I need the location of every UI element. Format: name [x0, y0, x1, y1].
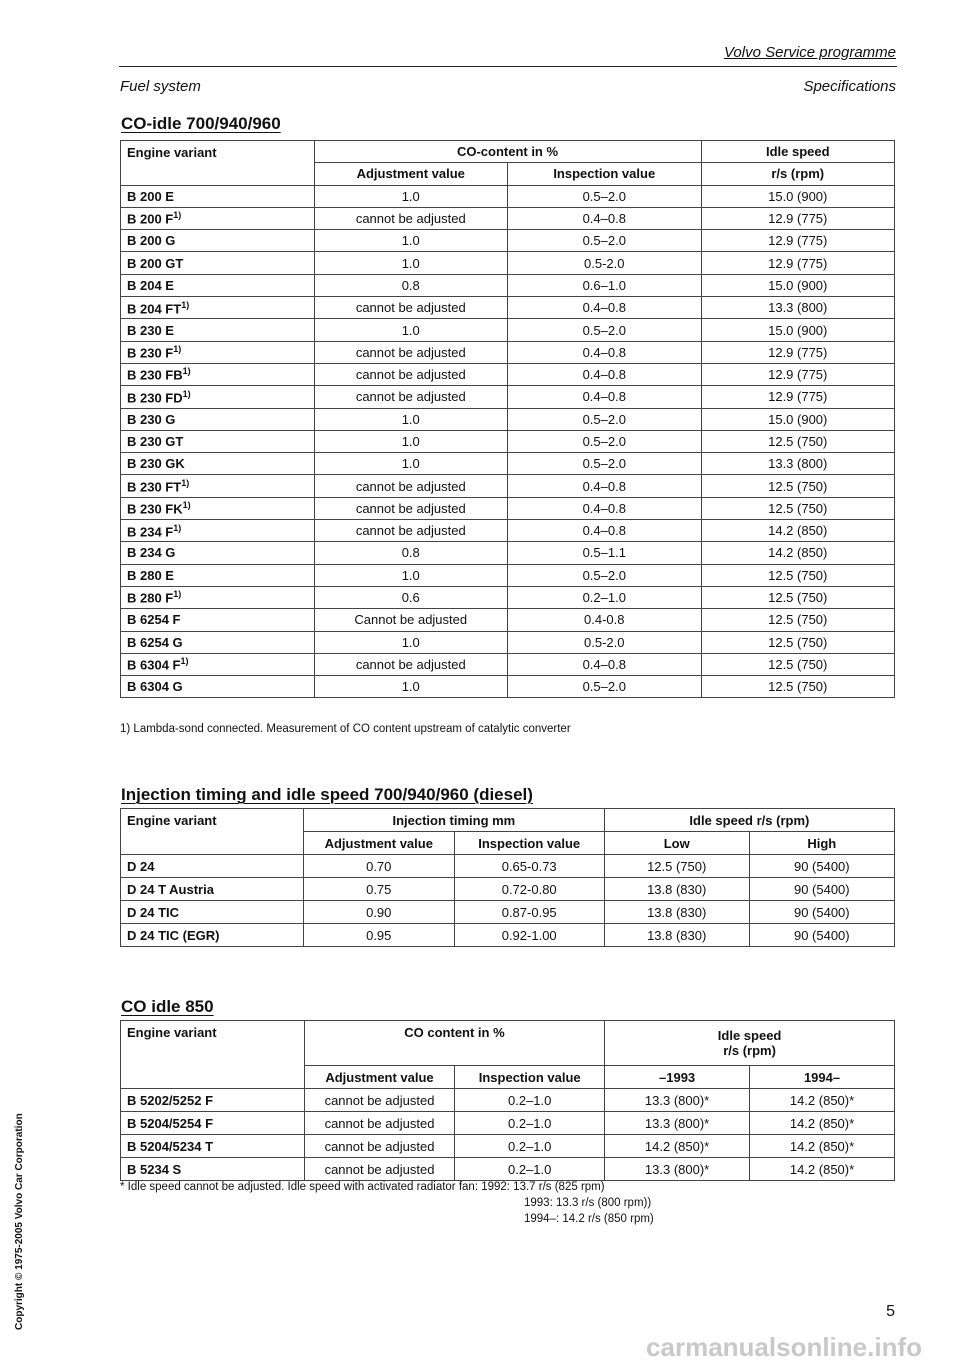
adjustment-value-cell: cannot be adjusted — [314, 520, 508, 542]
table-row — [121, 430, 895, 452]
engine-variant-cell: B 5234 S — [121, 1158, 305, 1181]
idle-low-cell: 12.5 (750) — [604, 855, 749, 878]
engine-variant-label: B 6304 F — [127, 657, 181, 673]
inspection-value-cell: 0.5–2.0 — [508, 230, 702, 252]
idle-low-cell: 13.8 (830) — [604, 901, 749, 924]
adjustment-value-cell: 0.8 — [314, 542, 508, 564]
co-idle-700-title: CO-idle 700/940/960 — [121, 114, 281, 133]
idle-from-1994-cell: 14.2 (850)* — [750, 1135, 895, 1158]
col-idle-speed: Idle speed — [701, 141, 895, 163]
footnote-ref: 1) — [181, 477, 190, 488]
adjustment-value-cell: 0.75 — [303, 878, 454, 901]
table-row — [121, 631, 895, 653]
inspection-value-cell: 0.5–2.0 — [508, 676, 702, 698]
table-row — [121, 274, 895, 296]
engine-variant-label: B 230 F — [127, 345, 174, 361]
injection-title: Injection timing and idle speed 700/940/960 (diesel) — [121, 785, 533, 804]
col-engine-variant: Engine variant — [121, 809, 304, 855]
inspection-value-cell: 0.5–2.0 — [508, 564, 702, 586]
engine-variant-label: B 200 G — [127, 233, 176, 249]
engine-variant-label: B 6254 F — [127, 612, 181, 628]
table-header-row — [121, 141, 895, 163]
inspection-value-cell: 0.4–0.8 — [508, 520, 702, 542]
engine-variant-cell — [121, 497, 315, 519]
adjustment-value-cell: 0.8 — [314, 274, 508, 296]
table-row — [121, 855, 895, 878]
inspection-value-cell: 0.72-0.80 — [454, 878, 604, 901]
table-row — [121, 475, 895, 497]
adjustment-value-cell: cannot be adjusted — [314, 497, 508, 519]
inspection-value-cell: 0.6–1.0 — [508, 274, 702, 296]
engine-variant-cell — [121, 341, 315, 363]
inspection-value-cell: 0.5-2.0 — [508, 252, 702, 274]
engine-variant-cell — [121, 274, 315, 296]
col-idle-speed: Idle speed r/s (rpm) — [604, 809, 894, 832]
inspection-value-cell: 0.4-0.8 — [508, 609, 702, 631]
inspection-value-cell: 0.2–1.0 — [455, 1158, 605, 1181]
table-row — [121, 386, 895, 408]
inspection-value-cell: 0.5–2.0 — [508, 453, 702, 475]
table-row — [121, 878, 895, 901]
table-row — [121, 408, 895, 430]
inspection-value-cell: 0.4–0.8 — [508, 363, 702, 385]
table-row — [121, 319, 895, 341]
idle-speed-label: Idle speed — [717, 1028, 782, 1043]
adjustment-value-cell: cannot be adjusted — [314, 341, 508, 363]
inspection-value-cell: 0.5-2.0 — [508, 631, 702, 653]
engine-variant-cell: B 5204/5254 F — [121, 1112, 305, 1135]
footnote-ref: 1) — [180, 656, 189, 667]
footnote-ref: 1) — [173, 589, 182, 600]
table-row — [121, 453, 895, 475]
inspection-value-cell: 0.65-0.73 — [454, 855, 604, 878]
idle-speed-cell: 12.5 (750) — [701, 497, 895, 519]
engine-variant-label: B 230 E — [127, 322, 174, 338]
table-row — [121, 609, 895, 631]
adjustment-value-cell: cannot be adjusted — [304, 1089, 454, 1112]
inspection-value-cell: 0.87-0.95 — [454, 901, 604, 924]
idle-high-cell: 90 (5400) — [749, 901, 894, 924]
footnote-ref: 1) — [182, 500, 191, 511]
idle-speed-cell: 12.9 (775) — [701, 230, 895, 252]
adjustment-value-cell: 1.0 — [314, 185, 508, 207]
idle-speed-cell: 12.5 (750) — [701, 631, 895, 653]
idle-speed-cell: 12.5 (750) — [701, 564, 895, 586]
engine-variant-label: B 280 F — [127, 590, 174, 606]
engine-variant-label: B 230 FB — [127, 367, 183, 383]
adjustment-value-cell: cannot be adjusted — [304, 1112, 454, 1135]
idle-low-cell: 13.8 (830) — [604, 878, 749, 901]
engine-variant-label: B 200 F — [127, 211, 174, 227]
engine-variant-cell — [121, 408, 315, 430]
idle-speed-cell: 14.2 (850) — [701, 542, 895, 564]
inspection-value-cell: 0.5–2.0 — [508, 430, 702, 452]
page-number: 5 — [886, 1303, 895, 1320]
table-row — [121, 185, 895, 207]
table-row — [121, 497, 895, 519]
footnote-ref: 1) — [173, 210, 182, 221]
idle-from-1994-cell: 14.2 (850)* — [750, 1089, 895, 1112]
idle-speed-cell: 12.5 (750) — [701, 430, 895, 452]
idle-from-1994-cell: 14.2 (850)* — [750, 1158, 895, 1181]
col-year-to-1993: –1993 — [605, 1066, 750, 1089]
idle-speed-cell: 12.9 (775) — [701, 363, 895, 385]
engine-variant-label: B 200 GT — [127, 255, 184, 271]
col-inspection-value: Inspection value — [455, 1066, 605, 1089]
inspection-value-cell: 0.4–0.8 — [508, 653, 702, 675]
adjustment-value-cell: 1.0 — [314, 676, 508, 698]
adjustment-value-cell: 1.0 — [314, 631, 508, 653]
table-row — [121, 542, 895, 564]
watermark: carmanualsonline.info — [646, 1332, 922, 1362]
idle-speed-cell: 12.9 (775) — [701, 207, 895, 229]
idle-speed-cell: 13.3 (800) — [701, 297, 895, 319]
co-idle-850-title: CO idle 850 — [121, 997, 214, 1016]
col-engine-variant: Engine variant — [121, 1021, 305, 1089]
col-engine-variant: Engine variant — [121, 141, 315, 186]
engine-variant-cell — [121, 676, 315, 698]
inspection-value-cell: 0.4–0.8 — [508, 386, 702, 408]
adjustment-value-cell: 0.6 — [314, 586, 508, 608]
header-rule — [119, 66, 897, 67]
engine-variant-cell — [121, 520, 315, 542]
engine-variant-cell — [121, 586, 315, 608]
engine-variant-cell — [121, 453, 315, 475]
adjustment-value-cell: 1.0 — [314, 564, 508, 586]
idle-speed-cell: 15.0 (900) — [701, 274, 895, 296]
engine-variant-label: B 230 G — [127, 411, 176, 427]
co-idle-850-table — [120, 1020, 895, 1181]
engine-variant-label: B 230 FD — [127, 390, 183, 406]
section-title: Fuel system — [120, 78, 201, 95]
engine-variant-label: B 204 FT — [127, 300, 182, 316]
idle-speed-cell: 12.5 (750) — [701, 676, 895, 698]
adjustment-value-cell: cannot be adjusted — [304, 1158, 454, 1181]
inspection-value-cell: 0.4–0.8 — [508, 297, 702, 319]
engine-variant-label: B 234 G — [127, 545, 176, 561]
engine-variant-label: B 230 FK — [127, 501, 183, 517]
idle-speed-cell: 13.3 (800) — [701, 453, 895, 475]
col-adjustment-value: Adjustment value — [314, 163, 508, 185]
table-row — [121, 520, 895, 542]
engine-variant-cell: B 5202/5252 F — [121, 1089, 305, 1112]
inspection-value-cell: 0.4–0.8 — [508, 341, 702, 363]
co-idle-850-note: * Idle speed cannot be adjusted. Idle speed with activated radiator fan: 1992: 13.7 r/s (825 rpm) — [120, 1181, 605, 1193]
adjustment-value-cell: 0.90 — [303, 901, 454, 924]
doc-type: Specifications — [803, 78, 896, 95]
idle-high-cell: 90 (5400) — [749, 878, 894, 901]
engine-variant-label: B 230 GK — [127, 456, 185, 472]
engine-variant-cell — [121, 475, 315, 497]
footnote-ref: 1) — [182, 388, 191, 399]
engine-variant-label: B 6254 G — [127, 634, 183, 650]
table-row — [121, 1112, 895, 1135]
table-row — [121, 252, 895, 274]
table-row — [121, 341, 895, 363]
idle-speed-cell: 12.9 (775) — [701, 252, 895, 274]
table-header-row — [121, 809, 895, 832]
col-adjustment-value: Adjustment value — [303, 832, 454, 855]
adjustment-value-cell: 1.0 — [314, 453, 508, 475]
table-row — [121, 676, 895, 698]
engine-variant-label: B 230 FT — [127, 479, 182, 495]
engine-variant-label: B 230 GT — [127, 434, 184, 449]
table-row — [121, 653, 895, 675]
idle-speed-cell: 15.0 (900) — [701, 185, 895, 207]
idle-from-1994-cell: 14.2 (850)* — [750, 1112, 895, 1135]
adjustment-value-cell: cannot be adjusted — [314, 475, 508, 497]
adjustment-value-cell: 1.0 — [314, 319, 508, 341]
inspection-value-cell: 0.5–2.0 — [508, 319, 702, 341]
engine-variant-cell — [121, 653, 315, 675]
co-idle-700-table — [120, 140, 895, 698]
footnote-ref: 1) — [173, 522, 182, 533]
engine-variant-cell — [121, 185, 315, 207]
idle-high-cell: 90 (5400) — [749, 924, 894, 947]
engine-variant-label: B 200 E — [127, 188, 174, 204]
inspection-value-cell: 0.2–1.0 — [455, 1112, 605, 1135]
inspection-value-cell: 0.5–2.0 — [508, 185, 702, 207]
idle-speed-cell: 12.9 (775) — [701, 341, 895, 363]
adjustment-value-cell: Cannot be adjusted — [314, 609, 508, 631]
inspection-value-cell: 0.4–0.8 — [508, 207, 702, 229]
adjustment-value-cell: 1.0 — [314, 230, 508, 252]
adjustment-value-cell: cannot be adjusted — [314, 653, 508, 675]
adjustment-value-cell: 0.95 — [303, 924, 454, 947]
idle-high-cell: 90 (5400) — [749, 855, 894, 878]
col-co-content: CO content in % — [304, 1021, 604, 1066]
idle-to-1993-cell: 13.3 (800)* — [605, 1089, 750, 1112]
col-co-content: CO-content in % — [314, 141, 701, 163]
inspection-value-cell: 0.2–1.0 — [455, 1135, 605, 1158]
inspection-value-cell: 0.4–0.8 — [508, 475, 702, 497]
adjustment-value-cell: cannot be adjusted — [314, 363, 508, 385]
col-inspection-value: Inspection value — [454, 832, 604, 855]
col-low: Low — [604, 832, 749, 855]
engine-variant-cell: D 24 — [121, 855, 304, 878]
table-row — [121, 207, 895, 229]
adjustment-value-cell: 1.0 — [314, 430, 508, 452]
inspection-value-cell: 0.5–2.0 — [508, 408, 702, 430]
adjustment-value-cell: 1.0 — [314, 252, 508, 274]
table-row — [121, 901, 895, 924]
injection-table — [120, 808, 895, 947]
engine-variant-label: B 234 F — [127, 523, 174, 539]
copyright-notice: Copyright © 1975-2005 Volvo Car Corporation — [14, 1113, 25, 1330]
engine-variant-cell — [121, 430, 315, 452]
idle-speed-cell: 14.2 (850) — [701, 520, 895, 542]
table-row — [121, 1089, 895, 1112]
inspection-value-cell: 0.4–0.8 — [508, 497, 702, 519]
adjustment-value-cell: cannot be adjusted — [304, 1135, 454, 1158]
table-row — [121, 1135, 895, 1158]
engine-variant-cell: D 24 TIC — [121, 901, 304, 924]
engine-variant-label: B 204 E — [127, 277, 174, 293]
engine-variant-cell — [121, 363, 315, 385]
idle-speed-cell: 12.9 (775) — [701, 386, 895, 408]
table-row — [121, 924, 895, 947]
col-year-from-1994: 1994– — [750, 1066, 895, 1089]
adjustment-value-cell: 0.70 — [303, 855, 454, 878]
col-inspection-value: Inspection value — [508, 163, 702, 185]
col-injection-timing: Injection timing mm — [303, 809, 604, 832]
table-row — [121, 297, 895, 319]
table-row — [121, 1158, 895, 1181]
table-row — [121, 363, 895, 385]
engine-variant-cell: B 5204/5234 T — [121, 1135, 305, 1158]
engine-variant-cell: D 24 T Austria — [121, 878, 304, 901]
co-idle-850-note-1994: 1994–: 14.2 r/s (850 rpm) — [524, 1213, 654, 1225]
table-row — [121, 586, 895, 608]
col-idle-unit: r/s (rpm) — [701, 163, 895, 185]
table-row — [121, 230, 895, 252]
engine-variant-cell — [121, 542, 315, 564]
adjustment-value-cell: cannot be adjusted — [314, 297, 508, 319]
idle-speed-cell: 15.0 (900) — [701, 319, 895, 341]
inspection-value-cell: 0.5–1.1 — [508, 542, 702, 564]
programme-title: Volvo Service programme — [723, 44, 896, 61]
idle-speed-cell: 15.0 (900) — [701, 408, 895, 430]
idle-low-cell: 13.8 (830) — [604, 924, 749, 947]
idle-to-1993-cell: 13.3 (800)* — [605, 1158, 750, 1181]
engine-variant-cell — [121, 564, 315, 586]
engine-variant-cell — [121, 207, 315, 229]
idle-speed-cell: 12.5 (750) — [701, 586, 895, 608]
adjustment-value-cell: cannot be adjusted — [314, 207, 508, 229]
inspection-value-cell: 0.92-1.00 — [454, 924, 604, 947]
inspection-value-cell: 0.2–1.0 — [508, 586, 702, 608]
engine-variant-cell — [121, 252, 315, 274]
engine-variant-cell — [121, 230, 315, 252]
idle-to-1993-cell: 13.3 (800)* — [605, 1112, 750, 1135]
idle-speed-cell: 12.5 (750) — [701, 653, 895, 675]
engine-variant-cell: D 24 TIC (EGR) — [121, 924, 304, 947]
engine-variant-cell — [121, 386, 315, 408]
table-row — [121, 564, 895, 586]
col-idle-speed — [605, 1021, 895, 1066]
idle-speed-cell: 12.5 (750) — [701, 609, 895, 631]
engine-variant-label: B 280 E — [127, 567, 174, 583]
co-idle-850-note-1993: 1993: 13.3 r/s (800 rpm)) — [524, 1197, 652, 1209]
engine-variant-label: B 6304 G — [127, 679, 183, 695]
engine-variant-cell — [121, 631, 315, 653]
idle-speed-cell: 12.5 (750) — [701, 475, 895, 497]
inspection-value-cell: 0.2–1.0 — [455, 1089, 605, 1112]
adjustment-value-cell: cannot be adjusted — [314, 386, 508, 408]
adjustment-value-cell: 1.0 — [314, 408, 508, 430]
table-header-row — [121, 1021, 895, 1066]
idle-to-1993-cell: 14.2 (850)* — [605, 1135, 750, 1158]
co-idle-700-footnote: 1) Lambda-sond connected. Measurement of CO content upstream of catalytic converter — [120, 723, 571, 735]
footnote-ref: 1) — [181, 299, 190, 310]
col-adjustment-value: Adjustment value — [304, 1066, 454, 1089]
col-high: High — [749, 832, 894, 855]
idle-speed-unit: r/s (rpm) — [723, 1043, 776, 1058]
engine-variant-cell — [121, 297, 315, 319]
engine-variant-cell — [121, 319, 315, 341]
footnote-ref: 1) — [182, 366, 191, 377]
footnote-ref: 1) — [173, 344, 182, 355]
engine-variant-cell — [121, 609, 315, 631]
